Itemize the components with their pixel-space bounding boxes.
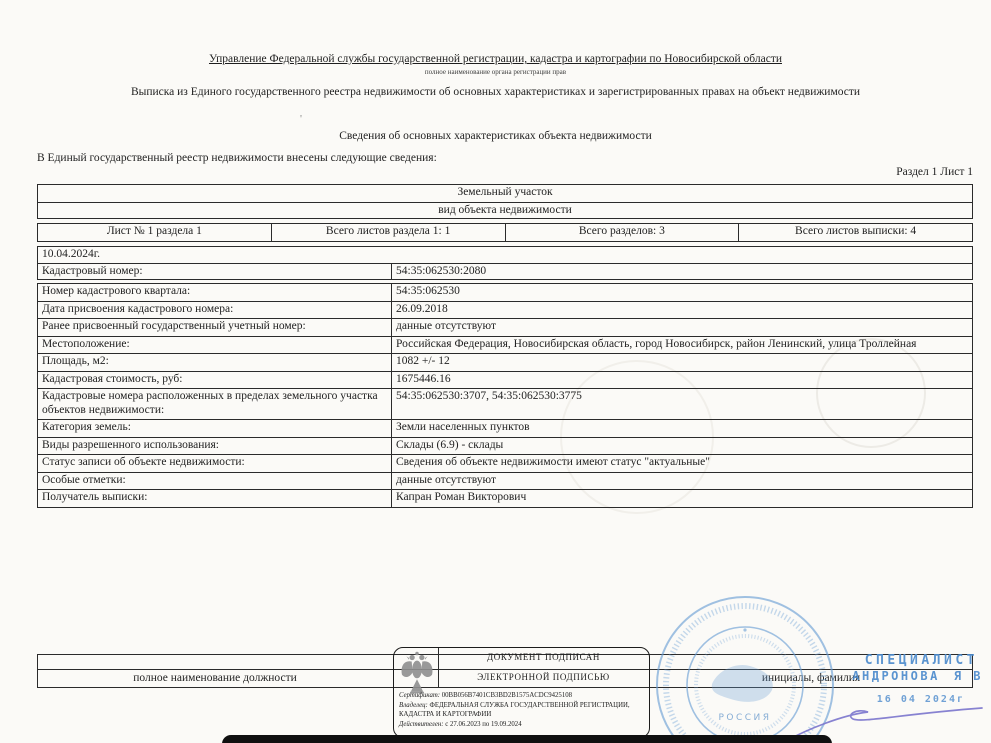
table-row	[38, 489, 972, 507]
validity-line	[399, 720, 646, 730]
validity-value: с 27.06.2023 по 19.09.2024	[445, 720, 522, 728]
table-row	[38, 284, 972, 301]
table-row	[38, 472, 972, 490]
certificate-line	[399, 691, 646, 701]
table-row	[38, 202, 972, 218]
owner-value: ФЕДЕРАЛЬНАЯ СЛУЖБА ГОСУДАРСТВЕННОЙ РЕГИСТРАЦИИ, КАДАСТРА И КАРТОГРАФИИ	[399, 701, 630, 719]
document-title: Выписка из Единого государственного реестра недвижимости об основных характеристиках и зарегистрированных правах на объект недвижимости	[130, 86, 861, 98]
table-row	[38, 247, 972, 263]
row-label: Статус записи об объекте недвижимости:	[38, 455, 392, 472]
row-label: Номер кадастрового квартала:	[38, 284, 392, 301]
specialist-name-stamp	[852, 669, 983, 683]
row-value: Земли населенных пунктов	[396, 421, 530, 433]
sheet-info-cell: Всего листов выписки: 4	[738, 224, 972, 241]
sheet-info-cell: Всего листов раздела 1: 1	[271, 224, 505, 241]
row-value: Российская Федерация, Новосибирская область, город Новосибирск, район Ленинский, улица Троллейная	[396, 337, 917, 350]
row-label: Площадь, м2:	[38, 354, 392, 371]
authority-note: полное наименование органа регистрации прав	[424, 68, 567, 76]
row-value: 54:35:062530	[396, 285, 460, 297]
seal-country-word: РОССИЯ	[718, 713, 772, 723]
table-row	[38, 185, 972, 202]
table-row	[38, 336, 972, 354]
row-value: 26.09.2018	[396, 302, 448, 315]
extract-date: 10.04.2024г.	[42, 248, 101, 260]
table-row	[38, 224, 972, 241]
row-label: Дата присвоения кадастрового номера:	[38, 302, 392, 319]
row-label: Виды разрешенного использования:	[38, 438, 392, 455]
redaction-bar	[222, 735, 832, 743]
specialist-surname: АНДРОНОВА	[852, 669, 940, 683]
row-label: Кадастровая стоимость, руб:	[38, 372, 392, 389]
table-row	[38, 419, 972, 437]
section-title: Сведения об основных характеристиках объекта недвижимости	[339, 130, 652, 142]
row-label: Кадастровый номер:	[38, 264, 392, 279]
initials-surname-label: инициалы, фамилия	[761, 672, 861, 684]
sheet-info-cell: Лист № 1 раздела 1	[106, 225, 202, 237]
section-sheet-label: Раздел 1 Лист 1	[896, 166, 973, 178]
stamp-certificate-info	[399, 691, 646, 729]
table-row	[38, 318, 972, 336]
row-value: данные отсутствуют	[396, 473, 496, 486]
table-row	[38, 371, 972, 389]
specialist-initials: Я В	[953, 669, 983, 683]
intro-text: В Единый государственный реестр недвижимости внесены следующие сведения:	[37, 152, 437, 164]
table-row	[38, 353, 972, 371]
stamp-date: 16 04 2024г	[876, 694, 965, 705]
row-value: 1082 +/- 12	[396, 355, 450, 367]
object-type-note: вид объекта недвижимости	[438, 204, 572, 216]
row-label: Особые отметки:	[38, 473, 392, 490]
state-eagle-icon	[399, 650, 435, 696]
certificate-value: 00BB056B7401CB3BD2B1575ACDC9425108	[441, 692, 573, 699]
row-value: Склады (6.9) - склады	[396, 438, 504, 451]
row-label: Ранее присвоенный государственный учетный номер:	[38, 319, 392, 336]
row-label: Получатель выписки:	[38, 490, 392, 507]
table-row	[38, 437, 972, 455]
certificate-label: Сертификат:	[399, 692, 441, 699]
row-value: 54:35:062530:2080	[396, 265, 487, 277]
owner-label: Владелец:	[399, 701, 428, 709]
specialist-role-stamp: СПЕЦИАЛИСТ	[864, 653, 978, 668]
row-label: Кадастровые номера расположенных в пределах земельного участка объектов недвижимости:	[38, 389, 392, 419]
table-row	[38, 388, 972, 419]
row-value: 1675446.16	[396, 372, 451, 385]
authority-title: Управление Федеральной службы государственной регистрации, кадастра и картографии по Новосибирской области	[208, 53, 782, 65]
row-value: 54:35:062530:3707, 54:35:062530:3775	[396, 390, 582, 402]
table-row	[38, 301, 972, 319]
row-label: Категория земель:	[38, 420, 392, 437]
validity-label: Действителен:	[399, 720, 444, 728]
row-value: Сведения об объекте недвижимости имеют статус "актуальные"	[396, 456, 710, 468]
sheet-info-cell: Всего разделов: 3	[505, 224, 739, 241]
owner-line	[399, 701, 646, 720]
row-value: Капран Роман Викторович	[396, 491, 527, 503]
digital-signature-stamp	[393, 647, 650, 738]
position-name-label: полное наименование должности	[133, 672, 297, 684]
object-type-value: Земельный участок	[457, 186, 553, 198]
table-row	[38, 454, 972, 472]
details-table	[37, 283, 973, 508]
object-type-table	[37, 184, 973, 219]
row-value: данные отсутствуют	[396, 320, 496, 332]
date-table	[37, 246, 973, 280]
row-label: Местоположение:	[38, 337, 392, 354]
stamp-line1: ДОКУМЕНТ ПОДПИСАН	[486, 652, 601, 662]
stamp-line2: ЭЛЕКТРОННОЙ ПОДПИСЬЮ	[477, 672, 610, 682]
sheet-info-table	[37, 223, 973, 242]
seal-center-emblem	[712, 665, 773, 702]
table-row	[38, 263, 972, 279]
scan-speck: '	[300, 113, 302, 125]
